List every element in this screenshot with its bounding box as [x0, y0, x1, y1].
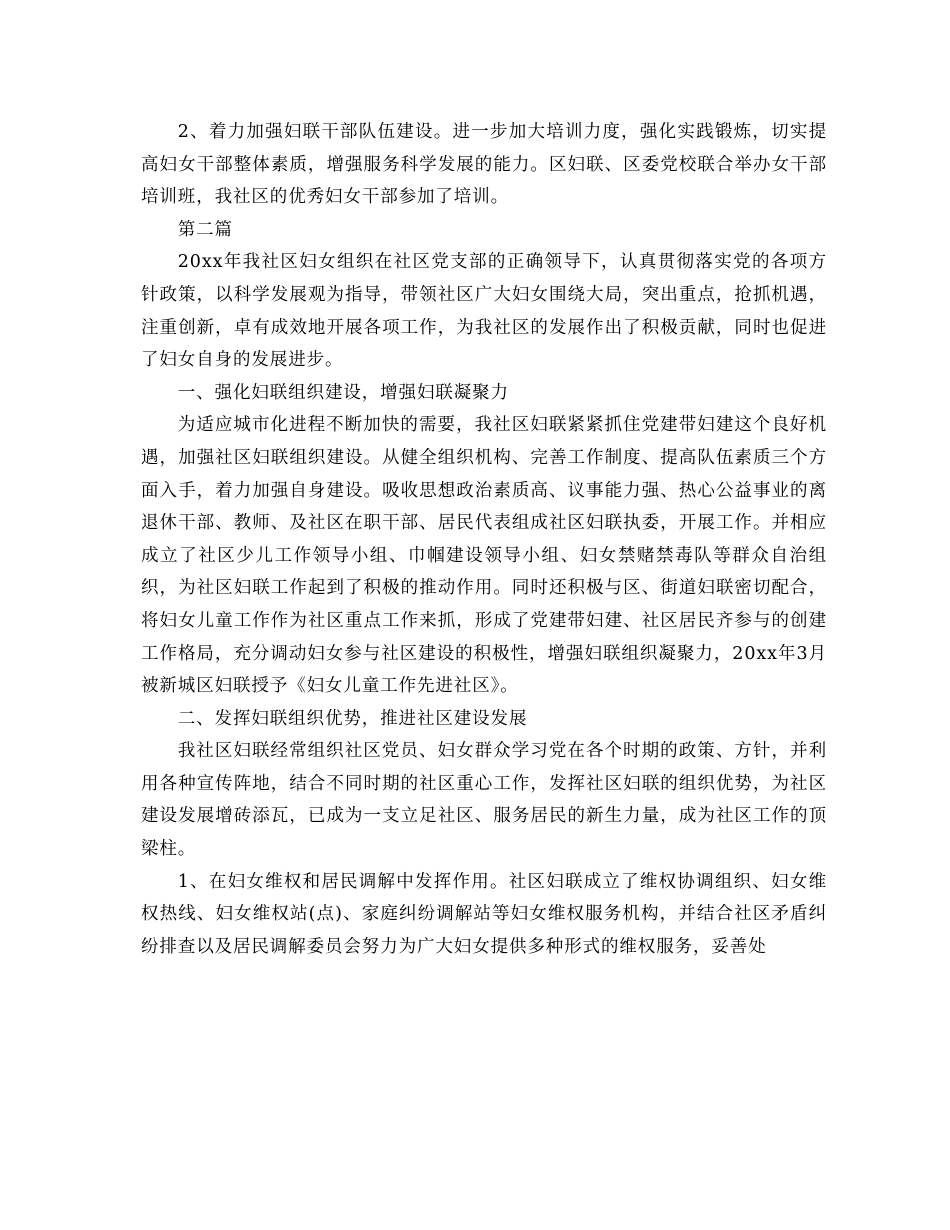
heading-leverage-advantages: 二、发挥妇联组织优势，推进社区建设发展: [177, 708, 528, 729]
paragraph-organization-building: 为适应城市化进程不断加快的需要，我社区妇联紧紧抓住党建带妇建这个良好机遇，加强社区妇联组织建设。从健全组织机构、完善工作制度、提高队伍素质三个方面入手，着力加强自身建设。吸收思想政治素质高、议事能力强、热心公益事业的离退休干部、教师、及社区在职干部、居民代表组成社区妇联执委，开展工作。并相应成立了社区少儿工作领导小组、巾帼建设领导小组、妇女禁赌禁毒队等群众自治组织，为社区妇联工作起到了积极的推动作用。同时还积极与区、街道妇联密切配合，将妇女儿童工作作为社区重点工作来抓，形成了党建带妇建、社区居民齐参与的创建工作格局，充分调动妇女参与社区建设的积极性，增强妇联组织凝聚力，20xx年3月被新城区妇联授予《妇女儿童工作先进社区》。: [141, 415, 827, 697]
paragraph-community-development: 我社区妇联经常组织社区党员、妇女群众学习党在各个时期的政策、方针，并利用各种宣传阵地，结合不同时期的社区重心工作，发挥社区妇联的组织优势，为社区建设发展增砖添瓦，已成为一支立足社区、服务居民的新生力量，成为社区工作的顶梁柱。: [141, 741, 827, 860]
paragraph-annual-overview: 20xx年我社区妇女组织在社区党支部的正确领导下，认真贯彻落实党的各项方针政策，以科学发展观为指导，带领社区广大妇女围绕大局，突出重点，抢抓机遇，注重创新，卓有成效地开展各项工作，为我社区的发展作出了积极贡献，同时也促进了妇女自身的发展进步。: [141, 252, 827, 371]
heading-strengthen-organization: 一、强化妇联组织建设，增强妇联凝聚力: [177, 382, 509, 403]
paragraph-cadre-building: 2、着力加强妇联干部队伍建设。进一步加大培训力度，强化实践锻炼，切实提高妇女干部整体素质，增强服务科学发展的能力。区妇联、区委党校联合举办女干部培训班，我社区的优秀妇女干部参加了培训。: [141, 122, 827, 208]
document-body: [141, 116, 827, 963]
section-title-part-two: 第二篇: [177, 219, 233, 240]
paragraph-rights-protection: 1、在妇女维权和居民调解中发挥作用。社区妇联成立了维权协调组织、妇女维权热线、妇女维权站(点)、家庭纠纷调解站等妇女维权服务机构，并结合社区矛盾纠纷排查以及居民调解委员会努力为广大妇女提供多种形式的维权服务，妥善处: [141, 871, 827, 957]
